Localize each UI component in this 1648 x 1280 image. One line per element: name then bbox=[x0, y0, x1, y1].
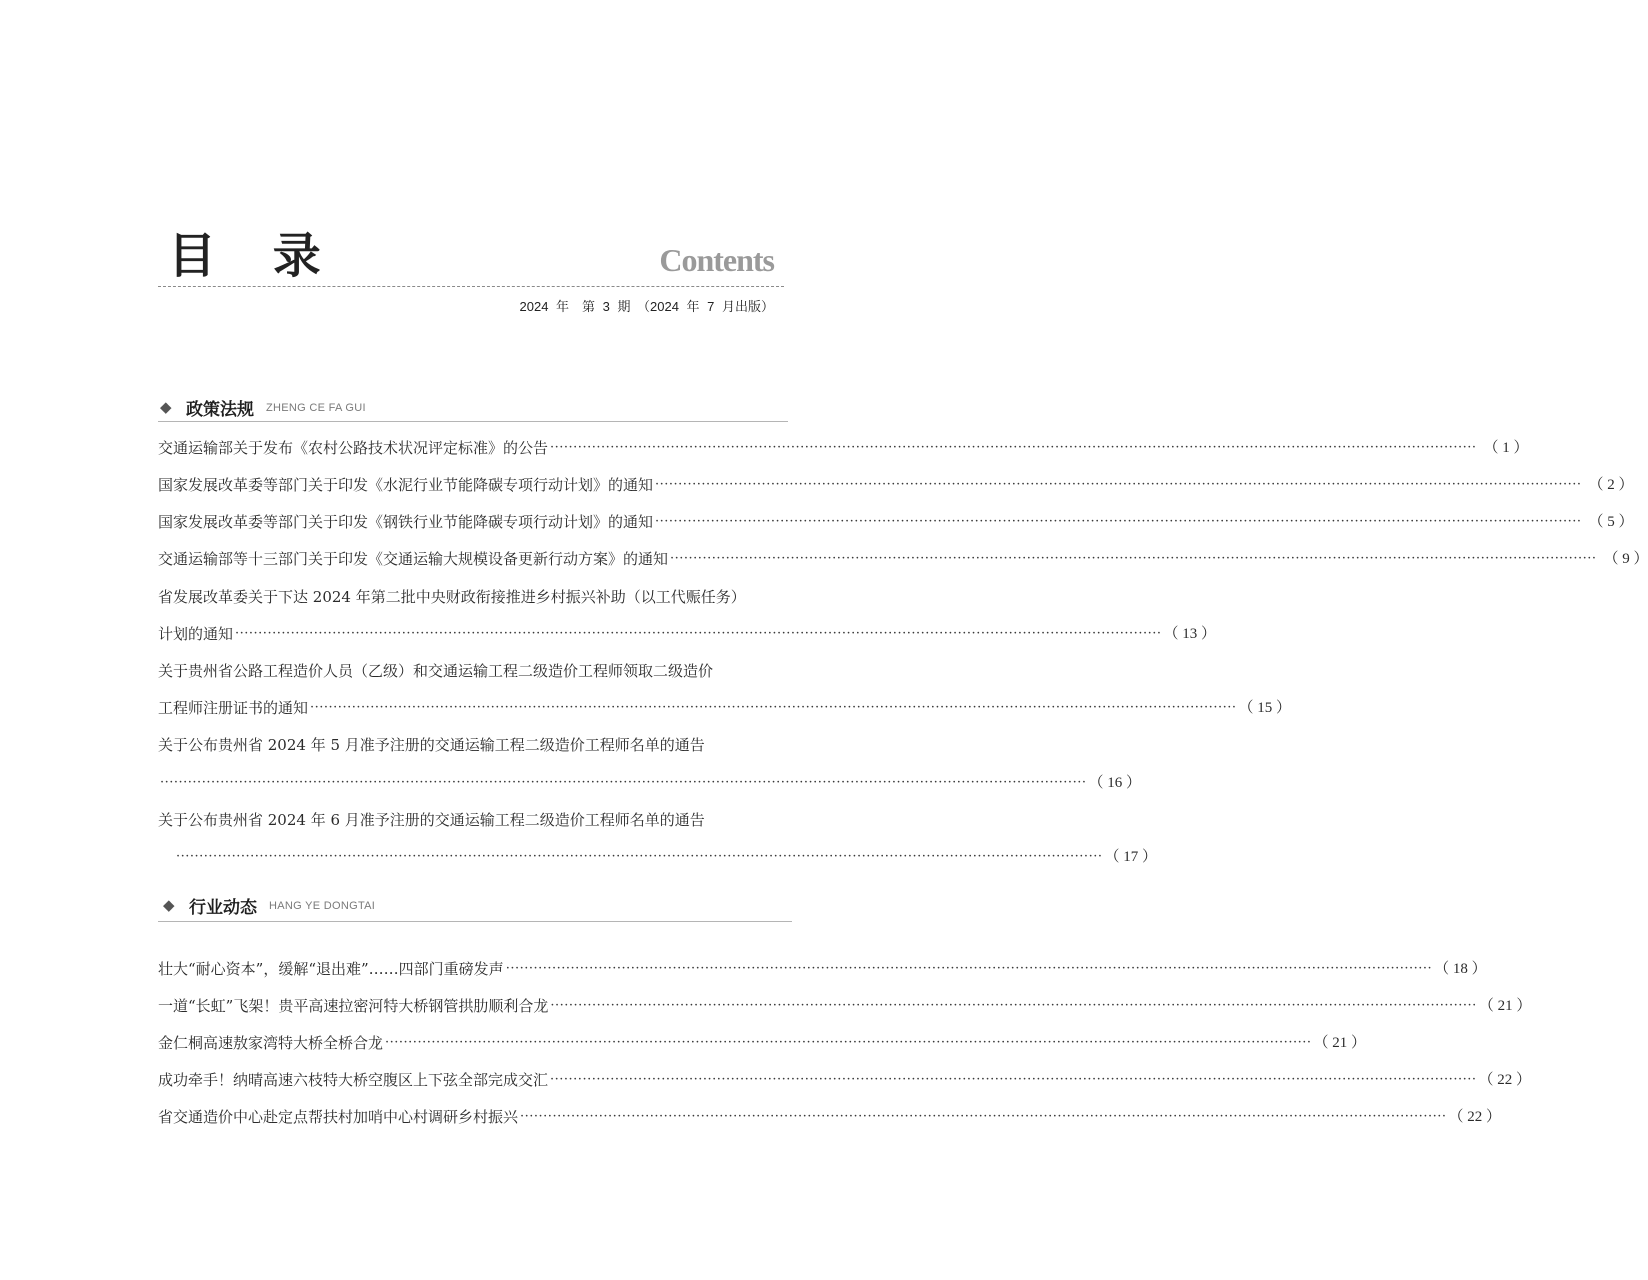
entry-title: 一道“长虹”飞架！贵平高速拉密河特大桥钢管拱肋顺利合龙 bbox=[158, 997, 549, 1015]
page-number: （ 17 ） bbox=[1104, 849, 1157, 865]
entry-title-line[interactable]: 省发展改革委关于下达 2024 年第二批中央财政衔接推进乡村振兴补助（以工代赈任务） bbox=[158, 588, 746, 606]
entry-title-line[interactable]: 关于公布贵州省 2024 年 6 月准予注册的交通运输工程二级造价工程师名单的通告 bbox=[158, 811, 705, 829]
toc-entry[interactable] bbox=[158, 1068, 1531, 1092]
section-header-policy bbox=[160, 395, 366, 419]
entry-title: 壮大“耐心资本”，缓解“退出难”……四部门重磅发声 bbox=[158, 960, 504, 978]
dot-leader: ········································································································································································································ bbox=[385, 1035, 1312, 1050]
toc-entry[interactable] bbox=[158, 510, 1634, 534]
page-number: （ 2 ） bbox=[1588, 477, 1634, 493]
toc-entry[interactable] bbox=[174, 845, 1157, 869]
dot-leader: ········································································································································································································ bbox=[550, 1072, 1477, 1087]
section-subtitle: ZHENG CE FA GUI bbox=[266, 402, 366, 414]
dot-leader: ········································································································································································································ bbox=[505, 961, 1433, 976]
dot-leader: ········································································································································································································ bbox=[550, 440, 1477, 455]
title-divider bbox=[158, 286, 784, 287]
entry-title-line[interactable]: 关于公布贵州省 2024 年 5 月准予注册的交通运输工程二级造价工程师名单的通告 bbox=[158, 736, 705, 754]
issue-info: 2024 年 第 3 期 （2024 年 7 月出版） bbox=[519, 299, 774, 314]
page-number: （ 13 ） bbox=[1163, 626, 1216, 642]
dot-leader: ········································································································································································································ bbox=[550, 998, 1477, 1013]
dot-leader: ········································································································································································································ bbox=[160, 775, 1087, 790]
entry-title: 交通运输部等十三部门关于印发《交通运输大规模设备更新行动方案》的通知 bbox=[158, 550, 669, 568]
dot-leader: ········································································································································································································ bbox=[520, 1109, 1447, 1124]
section-subtitle: HANG YE DONGTAI bbox=[269, 900, 376, 912]
entry-title: 国家发展改革委等部门关于印发《钢铁行业节能降碳专项行动计划》的通知 bbox=[158, 513, 654, 531]
section-divider bbox=[158, 921, 792, 922]
page-number: （ 18 ） bbox=[1434, 961, 1487, 977]
dot-leader: ········································································································································································································ bbox=[655, 477, 1582, 492]
section-header-industry bbox=[163, 893, 375, 917]
dot-leader: ········································································································································································································ bbox=[176, 849, 1103, 864]
section-title: 行业动态 bbox=[189, 897, 257, 918]
page-number: （ 21 ） bbox=[1478, 998, 1532, 1014]
page-title-english: Contents bbox=[659, 242, 774, 278]
dot-leader: ········································································································································································································ bbox=[235, 626, 1162, 641]
page-number: （ 1 ） bbox=[1483, 440, 1529, 456]
toc-entry[interactable] bbox=[158, 1031, 1366, 1055]
entry-title: 国家发展改革委等部门关于印发《水泥行业节能降碳专项行动计划》的通知 bbox=[158, 476, 654, 494]
toc-entry[interactable] bbox=[158, 994, 1532, 1018]
dot-leader: ········································································································································································································ bbox=[655, 514, 1582, 529]
toc-entry[interactable] bbox=[158, 696, 1291, 720]
entry-title: 交通运输部关于发布《农村公路技术状况评定标准》的公告 bbox=[158, 439, 549, 457]
diamond-icon: ◆ bbox=[160, 398, 172, 416]
dot-leader: ········································································································································································································ bbox=[310, 700, 1237, 715]
entry-title: 计划的通知 bbox=[158, 625, 234, 643]
toc-entry[interactable] bbox=[158, 473, 1634, 497]
page-number: （ 9 ） bbox=[1603, 551, 1648, 567]
entry-title: 成功牵手！纳晴高速六枝特大桥空腹区上下弦全部完成交汇 bbox=[158, 1071, 549, 1089]
toc-entry[interactable] bbox=[158, 547, 1648, 571]
entry-title: 省交通造价中心赴定点帮扶村加哨中心村调研乡村振兴 bbox=[158, 1108, 519, 1126]
page-number: （ 22 ） bbox=[1478, 1072, 1531, 1088]
diamond-icon: ◆ bbox=[163, 896, 175, 914]
entry-title-line[interactable]: 关于贵州省公路工程造价人员（乙级）和交通运输工程二级造价工程师领取二级造价 bbox=[158, 662, 714, 680]
page-number: （ 15 ） bbox=[1238, 700, 1291, 716]
page-number: （ 16 ） bbox=[1088, 775, 1141, 791]
section-title: 政策法规 bbox=[186, 399, 254, 420]
entry-title: 工程师注册证书的通知 bbox=[158, 699, 309, 717]
page-number: （ 22 ） bbox=[1448, 1109, 1501, 1125]
entry-title: 金仁桐高速敖家湾特大桥全桥合龙 bbox=[158, 1034, 384, 1052]
dot-leader: ········································································································································································································ bbox=[670, 551, 1597, 566]
toc-entry[interactable] bbox=[158, 771, 1141, 795]
toc-entry[interactable] bbox=[158, 622, 1216, 646]
page-number: （ 5 ） bbox=[1588, 514, 1634, 530]
toc-entry[interactable] bbox=[158, 436, 1529, 460]
section-divider bbox=[158, 421, 788, 422]
page-title: 目 录 bbox=[168, 228, 341, 284]
toc-entry[interactable] bbox=[158, 1105, 1501, 1129]
page-number: （ 21 ） bbox=[1313, 1035, 1366, 1051]
toc-entry[interactable] bbox=[158, 957, 1487, 981]
